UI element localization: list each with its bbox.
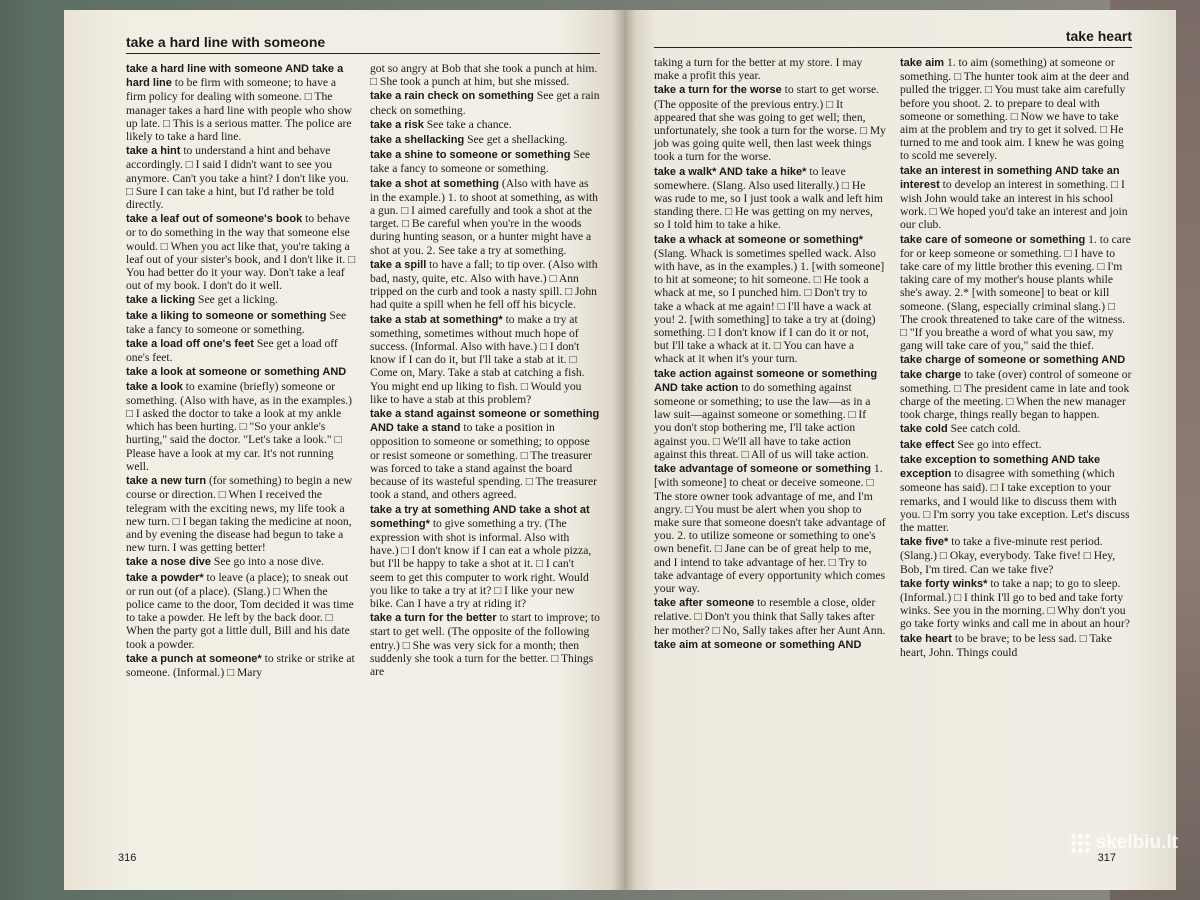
entry-headword: take a look at someone or something AND take a look (126, 366, 347, 393)
entry-headword: take a powder* (126, 571, 204, 584)
dictionary-entry (654, 596, 886, 637)
entry-headword: take forty winks* (900, 577, 988, 590)
entry-definition: to have a fall; to tip over. (Also with bad, nasty, quite, etc. Also with have.) □ Ann tripped on the curb and took a nasty spill. □ John had quite a spill when he fell off his bicycle. (370, 257, 598, 312)
entry-definition: See take a chance. (426, 117, 512, 131)
dictionary-entry (126, 212, 356, 292)
entry-headword: take heart (900, 632, 952, 645)
entry-definition: to resemble a close, older relative. □ Don't you think that Sally takes after her mother? □ No, Sally takes after her Aunt Ann. (654, 596, 886, 637)
dictionary-entry (654, 83, 886, 163)
dictionary-entry (900, 438, 1132, 452)
entry-headword: take a shellacking (370, 134, 465, 147)
entry-definition: to make a try at something, sometimes without much hope of success. (Informal. Also with have.) □ I don't know if I can do it, but I'll take a stab at it. □ Come on, Mary. Take a stab at catching a fish. You might end up liking to fish. □ Would you like to have a stab at this problem? (370, 312, 585, 406)
dictionary-entry (654, 638, 886, 652)
dictionary-entry (370, 62, 600, 88)
dictionary-entry (370, 118, 600, 132)
dictionary-entry (654, 233, 886, 366)
entry-definition: (Also with have as in the example.) 1. to shoot at something, as with a gun. □ I aimed carefully and took a shot at the target. □ Be careful when you're in the woods during hunting season, or a hunter might have a shot at you. 2. See take a try at something. (370, 176, 598, 257)
entry-headword: take a risk (370, 118, 424, 131)
entry-definition: (for something) to begin a new course or direction. □ When I received the telegram with the exciting news, my life took a new turn. □ I began taking the medicine at noon, and by evening the disease had begun to take a new turn. I was getting better! (126, 474, 353, 555)
entry-definition: to leave somewhere. (Slang. Also used literally.) □ He was rude to me, so I just took a walk and left him standing there. □ He was getting on my nerves, so I told him to take a hike. (654, 164, 883, 232)
entry-definition: to take a five-minute rest period. (Slang.) □ Okay, everybody. Take five! □ Hey, Bob, I'm tired. Can we take five? (900, 535, 1116, 576)
entry-definition: See get a load off one's feet. (126, 337, 338, 365)
dictionary-entry (126, 555, 356, 569)
entry-headword: take a whack at someone or something* (654, 233, 864, 246)
right-page-column-1 (654, 56, 886, 660)
entry-definition: See catch cold. (950, 422, 1021, 436)
dictionary-entry (900, 164, 1132, 232)
entry-definition: 1. to care for or keep someone or something. □ I have to take care of my little brother this evening. □ I'm taking care of my mother's house plants while she's away. 2.* [with someone] to beat or kill someone. (Slang, especially criminal slang.) □ The crook threatened to take care of the witness. □ "If you breathe a word of what you saw, my gang will take care of you," said the thief. (900, 232, 1131, 353)
entry-definition: to leave (a place); to sneak out or run out (of a place). (Slang.) □ When the police came to the door, Tom decided it was time to take a powder. He left by the back door. □ When the party got a little dull, Bill and his date took a powder. (126, 570, 354, 651)
entry-definition: got so angry at Bob that she took a punch at him. □ She took a punch at him, but she missed. (370, 62, 598, 89)
dictionary-entry (126, 293, 356, 307)
dictionary-entry (370, 503, 600, 611)
entry-definition: See get a licking. (198, 293, 278, 307)
dictionary-entry (900, 632, 1132, 659)
entry-definition: to do something against someone or something; to use the law—as in a law suit—against someone or something. □ If you don't stop bothering me, I'll take action against you. □ We'll all have to take action against this threat. □ All of us will take action. (654, 380, 871, 461)
entry-definition: to strike or strike at someone. (Informal.) □ Mary (126, 651, 355, 679)
entry-headword: take after someone (654, 597, 755, 610)
entry-definition: to take a position in opposition to someone or something; to oppose or resist someone or something. □ The treasurer was forced to take a stand against the board because of its wasteful spending. □ The treasurer took a stand, and others agreed. (370, 421, 597, 502)
entry-headword: take a walk* AND take a hike* (654, 165, 807, 178)
entry-headword: take a stand against someone or something AND take a stand (370, 408, 600, 435)
entry-definition: See get a shellacking. (467, 133, 568, 147)
open-book (64, 10, 1176, 890)
entry-headword: take a liking to someone or something (126, 309, 327, 322)
dictionary-entry (900, 353, 1132, 421)
dictionary-entry (370, 611, 600, 678)
entry-definition: to give something a try. (The expression with shot is informal. Also with have.) □ I don't know if I can eat a whole pizza, but I'll be happy to take a shot at it. □ I can't seem to get this computer to work right. Would you like to take a try at it? □ I like your new bike. Can I have a try at riding it? (370, 516, 592, 610)
dictionary-entry (370, 258, 600, 312)
entry-definition: See get a rain check on something. (370, 89, 600, 117)
entry-definition: to disagree with something (which someone has said). □ I take exception to your remarks, and I would like to discuss them with you. □ I'm sorry you take exception. Let's discuss the matter. (900, 467, 1130, 534)
dictionary-entry (900, 422, 1132, 436)
entry-headword: take a load off one's feet (126, 338, 254, 351)
book-gutter (612, 10, 636, 890)
entry-headword: take advantage of someone or something (654, 463, 871, 476)
entry-definition: to examine (briefly) someone or something. (Also with have, as in the examples.) □ I asked the doctor to take a look at my ankle which has been hurting. □ "So your ankle's hurting," said the doctor. "Let's take a look." □ Please have a look at my car. It's not running well. (126, 379, 353, 473)
entry-headword: take a hint (126, 145, 181, 158)
entry-headword: take a try at something AND take a shot at something* (370, 503, 590, 530)
left-page-column-1 (126, 62, 356, 680)
entry-definition: to start to improve; to start to get well. (The opposite of the following entry.) □ She was very sick for a month; then suddenly she took a turn for the better. □ Things are (370, 611, 600, 678)
entry-headword: take a turn for the better (370, 612, 497, 625)
watermark-text: skelbiu.lt (1095, 832, 1178, 853)
entry-definition: to be firm with someone; to have a firm policy for dealing with someone. □ The manager takes a hard line with people who show up late. □ This is a serious matter. The police are likely to take a hard line. (126, 76, 353, 144)
entry-headword: take a new turn (126, 475, 207, 488)
entry-headword: take aim (900, 57, 945, 69)
entry-definition: See take a fancy to someone or something. (370, 148, 591, 176)
right-page-number: 317 (1097, 852, 1116, 864)
entry-headword: take a stab at something* (370, 313, 503, 326)
entry-definition: to take a nap; to go to sleep. (Informal.) □ I think I'll go to bed and take forty winks. See you in the morning. □ Why don't you go take forty winks and call me in about an hour? (900, 576, 1130, 631)
dictionary-entry (126, 337, 356, 364)
dictionary-entry (654, 165, 886, 232)
dictionary-entry (900, 56, 1132, 163)
dictionary-entry (126, 144, 356, 211)
entry-definition: See go into effect. (957, 437, 1042, 451)
entry-headword: take a rain check on something (370, 90, 534, 103)
entry-headword: take exception to something AND take exception (900, 453, 1101, 481)
entry-headword: take charge of someone or something AND take charge (900, 354, 1126, 381)
entry-headword: take five* (900, 536, 949, 549)
dictionary-entry (900, 233, 1132, 353)
dictionary-entry (370, 313, 600, 406)
dictionary-entry (126, 62, 356, 143)
entry-definition: See take a fancy to someone or something. (126, 308, 347, 336)
dictionary-entry (654, 462, 886, 595)
watermark (1071, 832, 1178, 854)
entry-headword: take effect (900, 438, 955, 451)
entry-definition: to start to get worse. (The opposite of the previous entry.) □ It appeared that she was going to get well; then, unfortunately, she took a turn for the worse. □ My job was going quite well, then last week things took a turn for the worse. (654, 83, 886, 164)
entry-headword: take a punch at someone* (126, 652, 262, 665)
entry-headword: take a hard line with someone AND take a hard line (126, 63, 344, 90)
entry-headword: take cold (900, 423, 948, 436)
entry-definition: to be brave; to be less sad. □ Take heart, John. Things could (900, 631, 1112, 659)
dictionary-entry (126, 309, 356, 336)
entry-headword: take an interest in something AND take an interest (900, 164, 1120, 191)
right-page-header: take heart (654, 28, 1132, 48)
entry-headword: take a turn for the worse (654, 84, 782, 97)
entry-headword: take a shot at something (370, 177, 499, 190)
dictionary-entry (370, 407, 600, 501)
entry-headword: take aim at someone or something AND (654, 638, 862, 651)
dictionary-entry (654, 56, 886, 82)
dictionary-entry (900, 535, 1132, 576)
left-page-header: take a hard line with someone (126, 34, 600, 54)
entry-definition: to understand a hint and behave accordingly. □ I said I didn't want to see you anymore. Can't you take a hint? I don't like you. □ Sure I can take a hint, but I'd rather be told directly. (126, 144, 349, 212)
dictionary-entry (900, 577, 1132, 631)
entry-headword: take care of someone or something (900, 233, 1086, 246)
dictionary-entry (126, 652, 356, 679)
left-page-number: 316 (118, 852, 137, 864)
entry-headword: take a licking (126, 294, 196, 307)
entry-definition: to take (over) control of someone or something. □ The president came in late and took charge of the meeting. □ When the new manager took charge, things really began to happen. (900, 367, 1132, 422)
entry-headword: take a leaf out of someone's book (126, 213, 303, 226)
entry-definition: taking a turn for the better at my store. I may make a profit this year. (654, 56, 863, 83)
entry-definition: 1. [with someone] to cheat or deceive someone. □ The store owner took advantage of me, and I'm angry. □ You must be alert when you shop to make sure that someone doesn't take advantage of you. 2. to utilize someone or something to one's own benefit. □ Jane can be of great help to me, and I intend to take advantage of her. □ Try to take advantage of every opportunity which comes your way. (654, 462, 886, 595)
dictionary-entry (126, 365, 356, 473)
dictionary-entry (654, 367, 886, 461)
entry-definition: (Slang. Whack is sometimes spelled wack. Also with have, as in the examples.) 1. [with someone] to hit at someone; to hit someone. □ He took a whack at me, so I punched him. □ Don't try to take a whack at me again! □ I'll have a wack at you! 2. [with something] to take a try at (doing) something. □ I don't know if I can do it or not, but I'll take a whack at it. □ You can have a whack at it when it's your turn. (654, 246, 885, 366)
entry-headword: take a shine to someone or something (370, 149, 571, 162)
watermark-logo-icon (1071, 834, 1090, 853)
dictionary-entry (126, 571, 356, 651)
entry-definition: to develop an interest in something. □ I wish John would take an interest in his school work. □ We hoped you'd take an interest and join our club. (900, 177, 1128, 232)
dictionary-entry (370, 177, 600, 257)
left-page-column-2 (370, 62, 600, 680)
right-page (624, 10, 1176, 890)
entry-definition: 1. to aim (something) at someone or something. □ The hunter took aim at the deer and pulled the trigger. □ You must take aim carefully before you shoot. 2. to prepare to deal with someone or something. □ Now we have to take aim at the problem and try to get it solved. □ He turned to me and took aim. I knew he was going to scold me severely. (900, 56, 1129, 163)
right-page-column-2 (900, 56, 1132, 660)
dictionary-entry (126, 474, 356, 554)
entry-headword: take a spill (370, 258, 427, 271)
left-page (64, 10, 624, 890)
dictionary-entry (370, 133, 600, 147)
entry-headword: take action against someone or something AND take action (654, 367, 878, 394)
dictionary-entry (370, 148, 600, 175)
dictionary-entry (370, 89, 600, 116)
entry-definition: See go into a nose dive. (213, 555, 325, 569)
dictionary-entry (900, 453, 1132, 534)
entry-definition: to behave or to do something in the way that someone else would. □ When you act like that, you're taking a leaf out of your sister's book, and I don't like it. □ You had better do it your way. Don't take a leaf out of my book. I don't do it well. (126, 212, 356, 293)
entry-headword: take a nose dive (126, 556, 211, 569)
